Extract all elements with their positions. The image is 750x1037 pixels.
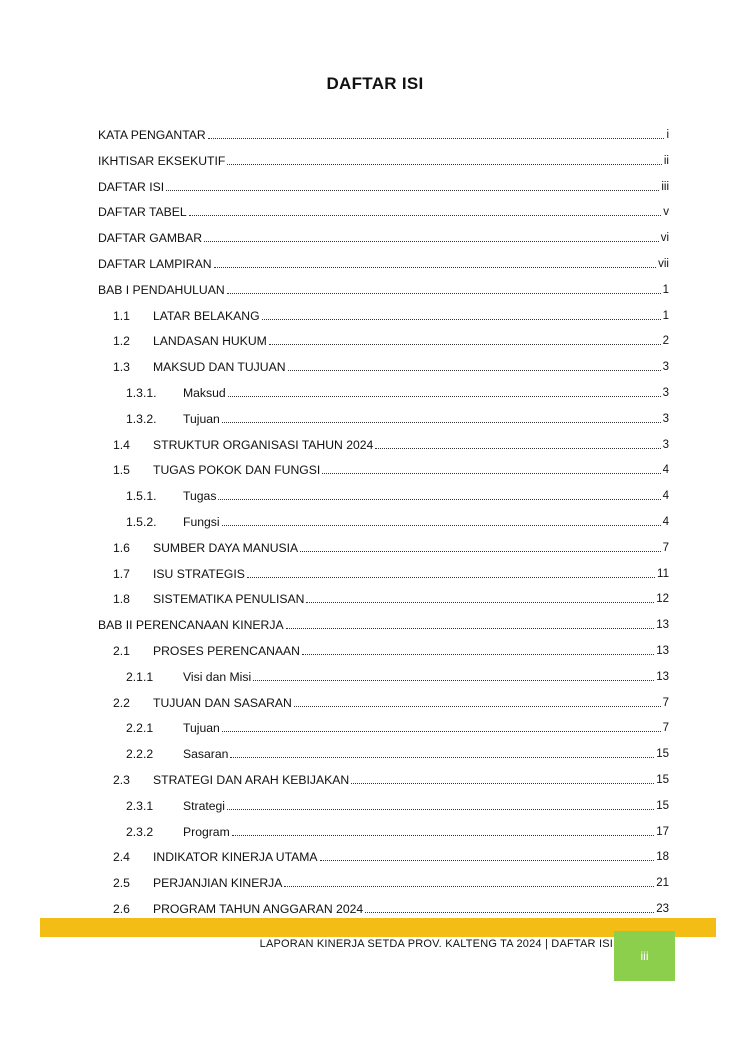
toc-entry[interactable] — [126, 743, 669, 761]
toc-entry-title: Maksud — [183, 386, 226, 400]
toc-entry-number: 1.3.2. — [126, 411, 157, 426]
toc-entry-title: MAKSUD DAN TUJUAN — [153, 360, 286, 375]
toc-entry-number: 2.2.2 — [126, 747, 154, 762]
toc-entry-number: 1.5.2. — [126, 515, 157, 529]
toc-entry-title: BAB II PERENCANAAN KINERJA — [98, 618, 284, 633]
toc-entry[interactable] — [98, 124, 669, 142]
toc-entry[interactable] — [113, 588, 669, 606]
toc-entry-title: Sasaran — [183, 747, 229, 762]
toc-entry-page: 1 — [662, 309, 669, 322]
toc-entry[interactable] — [126, 485, 669, 503]
toc-entry-page: vi — [660, 232, 669, 245]
toc-entry-page: vii — [658, 258, 669, 270]
dot-leader — [365, 912, 654, 913]
toc-entry-title: DAFTAR GAMBAR — [98, 231, 203, 246]
toc-entry-title: Strategi — [183, 798, 226, 813]
toc-entry[interactable] — [113, 305, 669, 323]
toc-entry[interactable] — [126, 382, 669, 400]
toc-entry-title: BAB I PENDAHULUAN — [98, 282, 225, 297]
toc-entry-page: 4 — [662, 516, 669, 528]
toc-entry[interactable] — [113, 846, 669, 864]
toc-entry-page: 15 — [656, 748, 669, 761]
dot-leader — [227, 809, 654, 810]
dot-leader — [204, 241, 659, 242]
toc-entry-page: i — [666, 129, 669, 141]
toc-entry-page: v — [663, 206, 669, 219]
toc-entry-page: 7 — [662, 722, 669, 735]
toc-entry[interactable] — [98, 614, 669, 632]
toc-entry-title: PROGRAM TAHUN ANGGARAN 2024 — [153, 902, 364, 916]
toc-entry-title: Visi dan Misi — [183, 669, 252, 684]
toc-entry-title: Tujuan — [183, 721, 220, 736]
toc-entry[interactable] — [113, 330, 669, 348]
toc-entry-page: 23 — [656, 903, 669, 915]
toc-entry-title: Fungsi — [183, 515, 220, 529]
toc-entry-title: ISU STRATEGIS — [153, 566, 245, 581]
toc-entry-title: STRATEGI DAN ARAH KEBIJAKAN — [153, 773, 350, 787]
toc-entry-page: 2 — [662, 335, 669, 348]
toc-entry-page: 1 — [662, 283, 669, 296]
dot-leader — [300, 551, 660, 552]
dot-leader — [288, 370, 661, 371]
toc-entry[interactable] — [126, 821, 669, 839]
dot-leader — [222, 422, 661, 423]
dot-leader — [322, 473, 660, 474]
toc-entry-number: 1.7 — [113, 566, 130, 581]
toc-entry-page: 21 — [656, 877, 669, 890]
toc-entry-number: 2.3.2 — [126, 824, 154, 839]
toc-entry-page: 15 — [656, 774, 669, 786]
toc-entry-page: 3 — [662, 387, 669, 399]
toc-entry-title: TUGAS POKOK DAN FUNGSI — [153, 463, 321, 478]
toc-entry[interactable] — [113, 769, 669, 787]
toc-entry-number: 2.1.1 — [126, 669, 154, 684]
toc-entry-number: 1.4 — [113, 437, 130, 452]
toc-entry-number: 2.3.1 — [126, 798, 154, 813]
toc-entry-page: 4 — [662, 464, 669, 477]
dot-leader — [222, 525, 661, 526]
toc-entry[interactable] — [98, 279, 669, 297]
toc-entry-page: 7 — [662, 541, 669, 554]
toc-entry-number: 1.6 — [113, 540, 130, 555]
toc-entry[interactable] — [98, 201, 669, 219]
toc-entry-page: 3 — [662, 438, 669, 451]
toc-entry-page: 15 — [656, 799, 669, 812]
dot-leader — [306, 602, 654, 603]
toc-entry[interactable] — [113, 356, 669, 374]
toc-entry-title: LATAR BELAKANG — [153, 308, 260, 323]
toc-entry-number: 1.2 — [113, 334, 130, 349]
toc-entry-number: 2.1 — [113, 644, 130, 658]
toc-entry[interactable] — [126, 511, 669, 529]
dot-leader — [230, 757, 654, 758]
toc-entry-page: 11 — [657, 567, 669, 580]
dot-leader — [218, 499, 660, 500]
toc-entry-number: 2.5 — [113, 876, 130, 891]
toc-entry[interactable] — [113, 692, 669, 710]
dot-leader — [269, 344, 661, 345]
toc-entry-number: 1.1 — [113, 308, 130, 323]
page-number-tab — [614, 931, 675, 981]
toc-entry[interactable] — [113, 434, 669, 452]
toc-entry-title: DAFTAR LAMPIRAN — [98, 257, 212, 271]
page-number: iii — [640, 949, 649, 963]
toc-entry[interactable] — [126, 717, 669, 735]
toc-entry[interactable] — [113, 640, 669, 658]
toc-entry[interactable] — [113, 898, 669, 916]
dot-leader — [284, 886, 654, 887]
toc-entry-title: SISTEMATIKA PENULISAN — [153, 592, 305, 607]
toc-entry[interactable] — [126, 408, 669, 426]
dot-leader — [247, 577, 655, 578]
toc-entry[interactable] — [113, 872, 669, 890]
toc-entry[interactable] — [113, 563, 669, 581]
toc-entry[interactable] — [126, 666, 669, 684]
toc-entry-number: 1.3 — [113, 360, 130, 375]
toc-entry-page: 12 — [656, 593, 669, 606]
dot-leader — [214, 267, 657, 268]
toc-entry-number: 2.2 — [113, 695, 130, 710]
toc-entry-title: SUMBER DAYA MANUSIA — [153, 540, 299, 555]
toc-entry[interactable] — [113, 459, 669, 477]
toc-entry[interactable] — [98, 176, 669, 194]
dot-leader — [232, 835, 654, 836]
toc-entry-number: 2.6 — [113, 902, 130, 916]
toc-entry-number: 2.2.1 — [126, 721, 154, 736]
toc-entry-number: 1.5.1. — [126, 489, 157, 504]
toc-entry-title: STRUKTUR ORGANISASI TAHUN 2024 — [153, 437, 374, 452]
toc-entry-number: 1.8 — [113, 592, 130, 607]
toc-entry-title: LANDASAN HUKUM — [153, 334, 267, 349]
toc-entry-page: 18 — [656, 851, 669, 864]
dot-leader — [286, 628, 655, 629]
dot-leader — [227, 164, 662, 165]
toc-entry-page: 13 — [656, 670, 669, 683]
toc-entry-title: Tugas — [183, 489, 217, 504]
toc-entry-page: 17 — [656, 825, 669, 838]
toc-entry-page: 3 — [662, 412, 669, 425]
toc-entry-title: Tujuan — [183, 411, 220, 426]
toc-entry-page: iii — [661, 180, 669, 193]
toc-entry[interactable] — [113, 537, 669, 555]
toc-entry-title: INDIKATOR KINERJA UTAMA — [153, 850, 318, 865]
page-title: DAFTAR ISI — [326, 74, 424, 93]
toc-entry-number: 1.5 — [113, 463, 130, 478]
dot-leader — [189, 215, 662, 216]
dot-leader — [320, 860, 655, 861]
toc-entry-page: 7 — [662, 696, 669, 709]
toc-entry-title: PERJANJIAN KINERJA — [153, 876, 283, 891]
toc-entry-title: KATA PENGANTAR — [98, 128, 206, 142]
toc-entry-title: DAFTAR ISI — [98, 179, 165, 194]
toc-entry-page: 13 — [656, 619, 669, 632]
dot-leader — [253, 680, 654, 681]
toc-entry-page: 4 — [662, 490, 669, 503]
dot-leader — [375, 448, 660, 449]
toc-entry-page: 13 — [656, 645, 669, 657]
toc-entry[interactable] — [98, 253, 669, 271]
dot-leader — [351, 783, 654, 784]
dot-leader — [228, 396, 661, 397]
toc-entry-title: PROSES PERENCANAAN — [153, 644, 300, 658]
toc-entry-number: 2.4 — [113, 850, 130, 865]
dot-leader — [222, 731, 661, 732]
toc-entry-title: Program — [183, 824, 230, 839]
toc-entry[interactable] — [98, 150, 669, 168]
toc-entry[interactable] — [126, 795, 669, 813]
toc-entry-title: DAFTAR TABEL — [98, 205, 187, 220]
toc-entry-title: IKHTISAR EKSEKUTIF — [98, 153, 226, 168]
dot-leader — [262, 319, 661, 320]
footer-text: LAPORAN KINERJA SETDA PROV. KALTENG TA 2024 | DAFTAR ISI — [259, 938, 613, 950]
toc-entry-title: TUJUAN DAN SASARAN — [153, 695, 292, 710]
dot-leader — [294, 706, 661, 707]
dot-leader — [227, 293, 661, 294]
dot-leader — [166, 190, 659, 191]
dot-leader — [208, 138, 665, 139]
toc-entry-number: 1.3.1. — [126, 386, 157, 400]
dot-leader — [302, 654, 654, 655]
toc-entry-page: 3 — [662, 361, 669, 374]
toc-entry-page: ii — [663, 154, 669, 167]
toc-entry-number: 2.3 — [113, 773, 130, 787]
toc-entry[interactable] — [98, 227, 669, 245]
